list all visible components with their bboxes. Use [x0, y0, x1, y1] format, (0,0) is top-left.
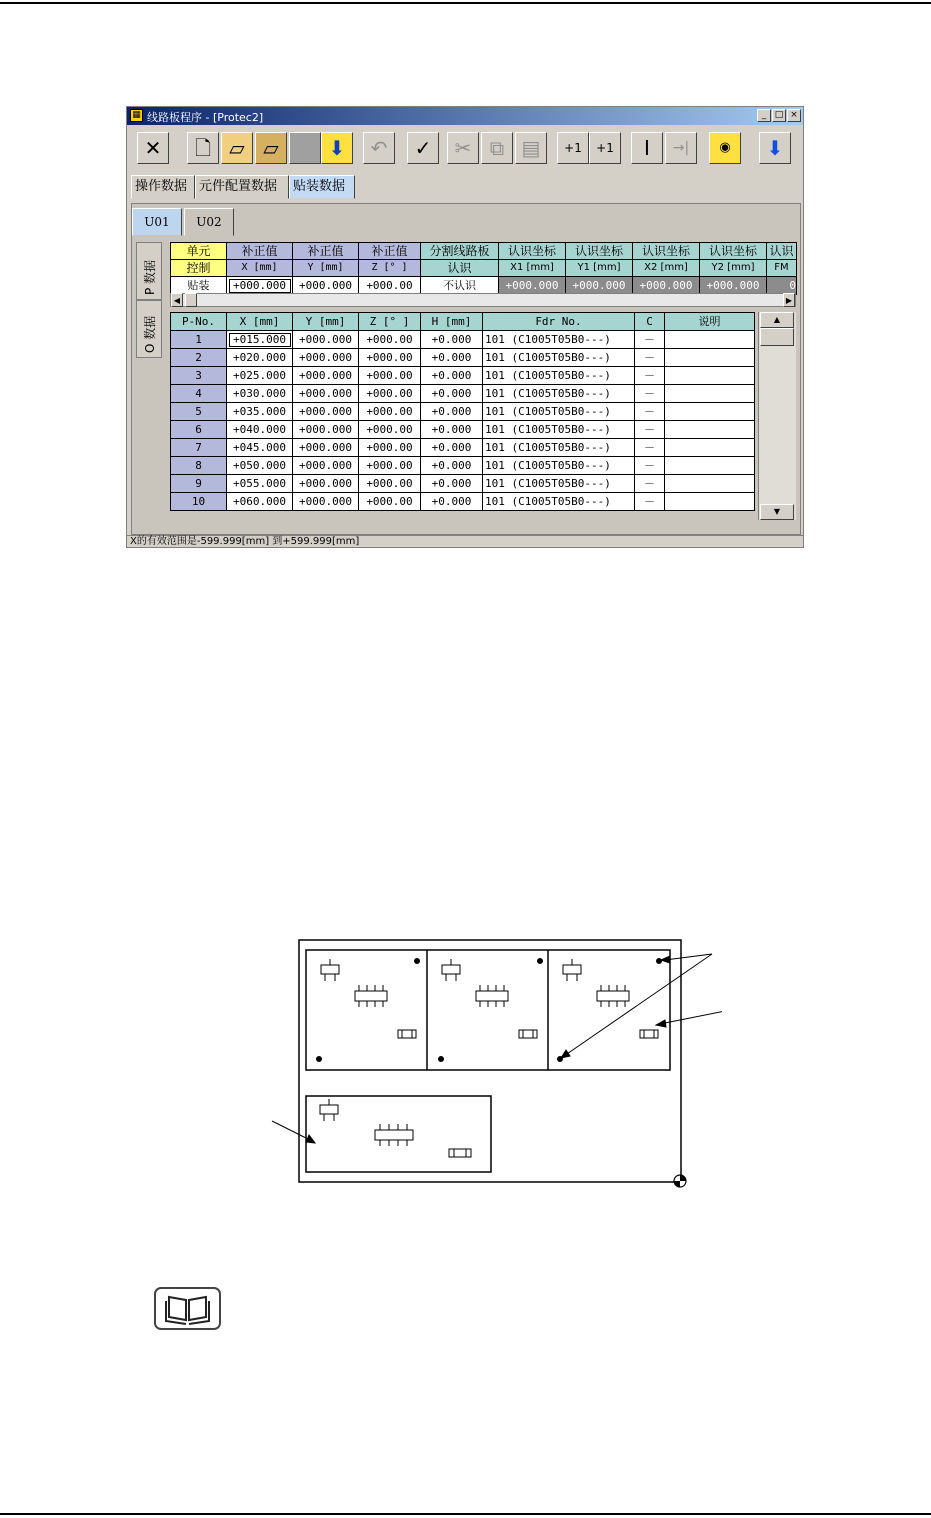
table-row[interactable]	[171, 385, 755, 403]
p-data-label: P 数据	[143, 259, 157, 295]
pno-cell: 7	[171, 439, 227, 457]
col-offset-x-unit: X [mm]	[227, 260, 293, 277]
y-cell[interactable]: +000.000	[293, 349, 359, 367]
placement-data-table	[170, 312, 755, 511]
title-bar	[127, 107, 803, 125]
chip-component	[449, 1149, 471, 1157]
z-cell[interactable]: +000.00	[359, 349, 421, 367]
col-recog-y2: 认识坐标	[700, 243, 767, 260]
c-cell[interactable]: －	[635, 421, 665, 439]
pno-cell: 3	[171, 367, 227, 385]
z-cell[interactable]: +000.00	[359, 367, 421, 385]
ic-component	[597, 991, 629, 1001]
x-cell[interactable]: +020.000	[227, 349, 293, 367]
origin-mark	[674, 1175, 686, 1187]
ptable-header-row-1	[171, 243, 797, 260]
recog-y2-cell[interactable]: +000.000	[700, 277, 767, 295]
table-row[interactable]	[171, 331, 755, 349]
col-offset-y: 补正值	[293, 243, 359, 260]
col-split-board: 分割线路板	[421, 243, 499, 260]
fiducial-mark	[438, 1056, 444, 1062]
recog-x2-cell[interactable]: +000.000	[633, 277, 700, 295]
feeder-cell[interactable]: 101 (C1005T05B0---)	[483, 367, 635, 385]
feeder-cell[interactable]: 101 (C1005T05B0---)	[483, 349, 635, 367]
chip-component	[640, 1030, 658, 1038]
z-cell[interactable]: +000.00	[359, 421, 421, 439]
h-cell[interactable]: +0.000	[421, 385, 483, 403]
x-cell[interactable]: +045.000	[227, 439, 293, 457]
description-cell[interactable]	[665, 439, 755, 457]
maximize-button[interactable]: □	[772, 109, 786, 122]
col-x: X [mm]	[227, 313, 293, 331]
open-folder-icon[interactable]: ▱	[221, 132, 253, 164]
col-z: Z [° ]	[359, 313, 421, 331]
chip-component	[519, 1030, 537, 1038]
new-file-icon[interactable]: 🗋	[187, 132, 219, 164]
c-cell[interactable]: －	[635, 331, 665, 349]
col-offset-z: 补正值	[359, 243, 421, 260]
paste-icon[interactable]: ▤	[515, 132, 547, 164]
tab-p-data[interactable]	[136, 242, 162, 300]
table-row[interactable]	[171, 493, 755, 511]
tab-component-config[interactable]: 元件配置数据	[195, 175, 289, 199]
h-cell[interactable]: +0.000	[421, 367, 483, 385]
h-cell[interactable]: +0.000	[421, 331, 483, 349]
status-bar: X的有效范围是-599.999[mm] 到+599.999[mm]	[127, 535, 803, 547]
table-row[interactable]	[171, 367, 755, 385]
c-cell[interactable]: －	[635, 367, 665, 385]
h-cell[interactable]: +0.000	[421, 493, 483, 511]
pcb-panel-diagram	[262, 930, 722, 1192]
pno-cell: 2	[171, 349, 227, 367]
feeder-cell[interactable]: 101 (C1005T05B0---)	[483, 493, 635, 511]
tab-u01[interactable]: U01	[132, 208, 182, 236]
z-cell[interactable]: +000.00	[359, 385, 421, 403]
x-cell[interactable]: +015.000	[227, 331, 293, 349]
table-row[interactable]	[171, 457, 755, 475]
col-recog-x1: 认识坐标	[499, 243, 566, 260]
y-cell[interactable]: +000.000	[293, 385, 359, 403]
y-cell[interactable]: +000.000	[293, 475, 359, 493]
check-icon[interactable]: ✓	[407, 132, 439, 164]
fiducial-mark	[414, 958, 420, 964]
transistor-component	[320, 1105, 338, 1114]
book-reference-icon	[154, 1287, 221, 1330]
minimize-button[interactable]: _	[757, 109, 771, 122]
ic-component	[355, 991, 387, 1001]
vscroll-thumb[interactable]	[760, 328, 794, 346]
col-unit-sub: 控制	[171, 260, 227, 277]
app-window	[126, 106, 804, 548]
h-cell[interactable]: +0.000	[421, 349, 483, 367]
top-rule	[0, 2, 931, 4]
bottom-rule	[0, 1513, 931, 1515]
c-cell[interactable]: －	[635, 385, 665, 403]
description-cell[interactable]	[665, 367, 755, 385]
col-recog-y1: 认识坐标	[566, 243, 633, 260]
z-cell[interactable]: +000.00	[359, 439, 421, 457]
transistor-component	[563, 965, 581, 974]
table-row[interactable]	[171, 421, 755, 439]
close-icon[interactable]: ✕	[137, 132, 169, 164]
copy-icon[interactable]: ⧉	[481, 132, 513, 164]
description-cell[interactable]	[665, 493, 755, 511]
y-cell[interactable]: +000.000	[293, 403, 359, 421]
h-cell[interactable]: +0.000	[421, 403, 483, 421]
database-icon[interactable]: ◉	[709, 132, 741, 164]
vertical-scrollbar[interactable]	[758, 312, 796, 520]
col-description: 说明	[665, 313, 755, 331]
tab-o-data[interactable]	[136, 300, 162, 358]
y-cell[interactable]: +000.000	[293, 331, 359, 349]
chip-component	[398, 1030, 416, 1038]
open-program-icon[interactable]: ▱	[255, 132, 287, 164]
col-offset-y-unit: Y [mm]	[293, 260, 359, 277]
pno-cell: 10	[171, 493, 227, 511]
split-board-cell[interactable]: 不认识	[421, 277, 499, 295]
sub-board-group	[306, 950, 670, 1070]
jump-end-icon[interactable]: →|	[665, 132, 697, 164]
x-cell[interactable]: +055.000	[227, 475, 293, 493]
description-cell[interactable]	[665, 457, 755, 475]
table-row[interactable]	[171, 349, 755, 367]
tab-operation-data[interactable]: 操作数据	[131, 175, 195, 199]
ptable-header-row-2	[171, 260, 797, 277]
pno-cell: 4	[171, 385, 227, 403]
board-settings-table	[170, 242, 797, 295]
scroll-thumb[interactable]	[185, 293, 197, 307]
c-cell[interactable]: －	[635, 475, 665, 493]
col-recog-fm-unit: FM	[767, 260, 797, 277]
tab-mounting-data[interactable]: 贴装数据	[289, 175, 355, 199]
toolbar	[129, 128, 801, 170]
x-cell[interactable]: +025.000	[227, 367, 293, 385]
download-arrow-icon[interactable]: ⬇	[759, 132, 791, 164]
table-row[interactable]	[171, 475, 755, 493]
z-cell[interactable]: +000.00	[359, 403, 421, 421]
scroll-up-arrow-icon[interactable]: ▲	[760, 312, 794, 328]
recog-x1-cell[interactable]: +000.000	[499, 277, 566, 295]
c-cell[interactable]: －	[635, 439, 665, 457]
feeder-cell[interactable]: 101 (C1005T05B0---)	[483, 421, 635, 439]
pno-cell: 1	[171, 331, 227, 349]
fiducial-mark	[316, 1056, 322, 1062]
recog-fm-cell[interactable]: 0	[767, 277, 797, 295]
table-row[interactable]	[171, 403, 755, 421]
description-cell[interactable]	[665, 421, 755, 439]
col-feeder: Fdr No.	[483, 313, 635, 331]
ptable-value-row	[171, 277, 797, 295]
feeder-cell[interactable]: 101 (C1005T05B0---)	[483, 385, 635, 403]
save-icon[interactable]: ⬇	[321, 132, 353, 164]
ic-component	[476, 991, 508, 1001]
col-recog-x2: 认识坐标	[633, 243, 700, 260]
increment-plus-one-icon[interactable]: +1	[589, 132, 621, 164]
app-icon: ▦	[130, 109, 143, 122]
pno-cell: 9	[171, 475, 227, 493]
fiducial-mark	[656, 958, 662, 964]
y-cell[interactable]: +000.000	[293, 439, 359, 457]
col-y: Y [mm]	[293, 313, 359, 331]
c-cell[interactable]: －	[635, 349, 665, 367]
y-cell[interactable]: +000.000	[293, 421, 359, 439]
description-cell[interactable]	[665, 349, 755, 367]
pno-cell: 6	[171, 421, 227, 439]
unit-control-cell[interactable]: 贴装	[171, 277, 227, 295]
x-cell[interactable]: +050.000	[227, 457, 293, 475]
x-cell[interactable]: +030.000	[227, 385, 293, 403]
offset-z-cell[interactable]: +000.00	[359, 277, 421, 295]
h-cell[interactable]: +0.000	[421, 475, 483, 493]
feeder-cell[interactable]: 101 (C1005T05B0---)	[483, 331, 635, 349]
col-recog-x1-unit: X1 [mm]	[499, 260, 566, 277]
x-cell[interactable]: +040.000	[227, 421, 293, 439]
y-cell[interactable]: +000.000	[293, 457, 359, 475]
col-split-board-sub: 认识	[421, 260, 499, 277]
text-cursor-icon[interactable]: I	[631, 132, 663, 164]
z-cell[interactable]: +000.00	[359, 493, 421, 511]
description-cell[interactable]	[665, 331, 755, 349]
col-recog-fm: 认识	[767, 243, 797, 260]
col-c: C	[635, 313, 665, 331]
description-cell[interactable]	[665, 403, 755, 421]
y-cell[interactable]: +000.000	[293, 493, 359, 511]
h-cell[interactable]: +0.000	[421, 457, 483, 475]
undo-icon[interactable]: ↶	[363, 132, 395, 164]
offset-y-cell[interactable]: +000.000	[293, 277, 359, 295]
h-cell[interactable]: +0.000	[421, 439, 483, 457]
blank-icon[interactable]	[289, 132, 321, 164]
description-cell[interactable]	[665, 475, 755, 493]
col-recog-y2-unit: Y2 [mm]	[700, 260, 767, 277]
feeder-cell[interactable]: 101 (C1005T05B0---)	[483, 403, 635, 421]
o-data-label: O 数据	[143, 315, 157, 353]
x-cell[interactable]: +060.000	[227, 493, 293, 511]
recog-y1-cell[interactable]: +000.000	[566, 277, 633, 295]
transistor-component	[321, 965, 339, 974]
close-window-button[interactable]: ×	[787, 109, 801, 122]
col-unit: 单元	[171, 243, 227, 260]
z-cell[interactable]: +000.00	[359, 457, 421, 475]
c-cell[interactable]: －	[635, 493, 665, 511]
h-cell[interactable]: +0.000	[421, 421, 483, 439]
transistor-component	[442, 965, 460, 974]
scroll-left-arrow-icon[interactable]: ◀	[171, 293, 183, 307]
table-row[interactable]	[171, 439, 755, 457]
horizontal-scrollbar[interactable]	[170, 293, 796, 307]
description-cell[interactable]	[665, 385, 755, 403]
offset-x-cell[interactable]: +000.000	[227, 277, 293, 295]
panel-outline	[299, 940, 681, 1182]
col-pno: P-No.	[171, 313, 227, 331]
c-cell[interactable]: －	[635, 403, 665, 421]
mounting-data-panel	[131, 203, 801, 535]
c-cell[interactable]: －	[635, 457, 665, 475]
cut-icon[interactable]: ✂	[447, 132, 479, 164]
col-recog-y1-unit: Y1 [mm]	[566, 260, 633, 277]
pno-cell: 5	[171, 403, 227, 421]
feeder-cell[interactable]: 101 (C1005T05B0---)	[483, 475, 635, 493]
insert-plus-one-icon[interactable]: +1	[557, 132, 589, 164]
tab-u02[interactable]: U02	[184, 208, 234, 236]
col-recog-x2-unit: X2 [mm]	[633, 260, 700, 277]
pno-cell: 8	[171, 457, 227, 475]
col-h: H [mm]	[421, 313, 483, 331]
feeder-cell[interactable]: 101 (C1005T05B0---)	[483, 457, 635, 475]
x-cell[interactable]: +035.000	[227, 403, 293, 421]
ic-component	[375, 1130, 413, 1140]
feeder-cell[interactable]: 101 (C1005T05B0---)	[483, 439, 635, 457]
dtable-header-row	[171, 313, 755, 331]
fiducial-mark	[537, 958, 543, 964]
y-cell[interactable]: +000.000	[293, 367, 359, 385]
scroll-down-arrow-icon[interactable]: ▼	[760, 504, 794, 520]
col-offset-x: 补正值	[227, 243, 293, 260]
z-cell[interactable]: +000.00	[359, 331, 421, 349]
z-cell[interactable]: +000.00	[359, 475, 421, 493]
scroll-right-arrow-icon[interactable]: ▶	[783, 293, 795, 307]
window-title: 线路板程序 - [Protec2]	[147, 111, 264, 124]
col-offset-z-unit: Z [° ]	[359, 260, 421, 277]
